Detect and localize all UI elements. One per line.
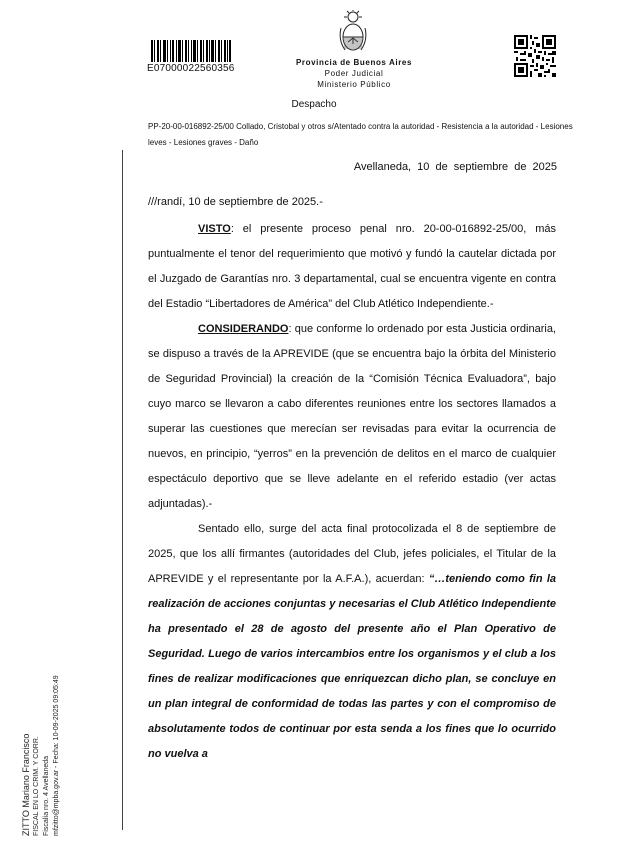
document-type: Despacho [291, 99, 337, 110]
barcode-number: E07000022560356 [147, 63, 235, 74]
institution-judicial: Poder Judicial [324, 69, 384, 78]
institution-ministry: Ministerio Público [317, 80, 391, 89]
considerando-paragraph [148, 317, 556, 517]
signer-name: ZITTO Mariano Francisco [21, 733, 31, 836]
visto-paragraph [148, 217, 556, 317]
qr-code-icon [514, 35, 556, 77]
barcode [151, 40, 231, 62]
visto-label: VISTO [198, 223, 231, 235]
considerando-text: : que conforme lo ordenado por esta Justicia ordinaria, se dispuso a través de la APREVIDE (que se encuentra bajo la órbita del Ministerio de Seguridad Provincial) la creación de la “Comisión Técnica Evaluadora”, bajo cuyo marco se llevaron a cabo diferentes reuniones entre los sectores llamados a superar las cuestiones que merecían ser revisadas para evitar la ocurrencia de nuevos, en principio, “yerros” en la prevención de delitos en el marco de cualquier espectáculo deportivo que se lleve adelante en el referido estadio (ver actas adjuntadas).- [148, 323, 556, 510]
margin-rule [122, 150, 123, 830]
institution-province: Provincia de Buenos Aires [295, 58, 413, 67]
opening-line: ///randí, 10 de septiembre de 2025.- [148, 196, 323, 208]
case-caption: PP-20-00-016892-25/00 Collado, Cristobal y otros s/Atentado contra la autoridad - Resistencia a la autoridad - Lesiones leves - Lesiones graves - Daño [148, 122, 573, 147]
signature-block [21, 646, 62, 836]
institution-block [271, 57, 437, 90]
sentado-text: Sentado ello, surge del acta final protocolizada el 8 de septiembre de 2025, que los allí firmantes (autoridades del Club, jefes policiales, el Titular de la APREVIDE y el representante por la A.F.A.), acuerdan: [148, 523, 556, 585]
considerando-label: CONSIDERANDO [198, 323, 289, 335]
signer-meta: mfzitto@mpba.gov.ar - Fecha: 10-09-2025 09:05:49 [53, 675, 60, 836]
coat-of-arms-icon [338, 10, 368, 54]
visto-text: : el presente proceso penal nro. 20-00-016892-25/00, más puntualmente el tenor del requerimiento que motivó y fundó la cautelar dictada por el Juzgado de Garantías nro. 3 departamental, cual se encuentra vigente en contra del Estadio “Libertadores de América” del Club Atlético Independiente.- [148, 223, 556, 310]
signer-office: Fiscalía nro. 4 Avellaneda [43, 755, 50, 836]
document-body [148, 190, 556, 767]
date-line: Avellaneda, 10 de septiembre de 2025 [353, 161, 557, 173]
quote-text: “…teniendo como fin la realización de acciones conjuntas y necesarias el Club Atlético Independiente ha presentado el 28 de agosto del presente año el Plan Operativo de Seguridad. Luego de varios intercambios entre los organismos y el club a los fines de realizar modificaciones que enriquezcan dicho plan, se concluye en un plan integral de conformidad de todas las partes y con el compromiso de absolutamente todos de continuar por esta senda a los fines que lo ocurrido no vuelva a [148, 573, 557, 760]
sentado-paragraph [148, 517, 556, 767]
signer-role: FISCAL EN LO CRIM. Y CORR. [33, 736, 40, 836]
